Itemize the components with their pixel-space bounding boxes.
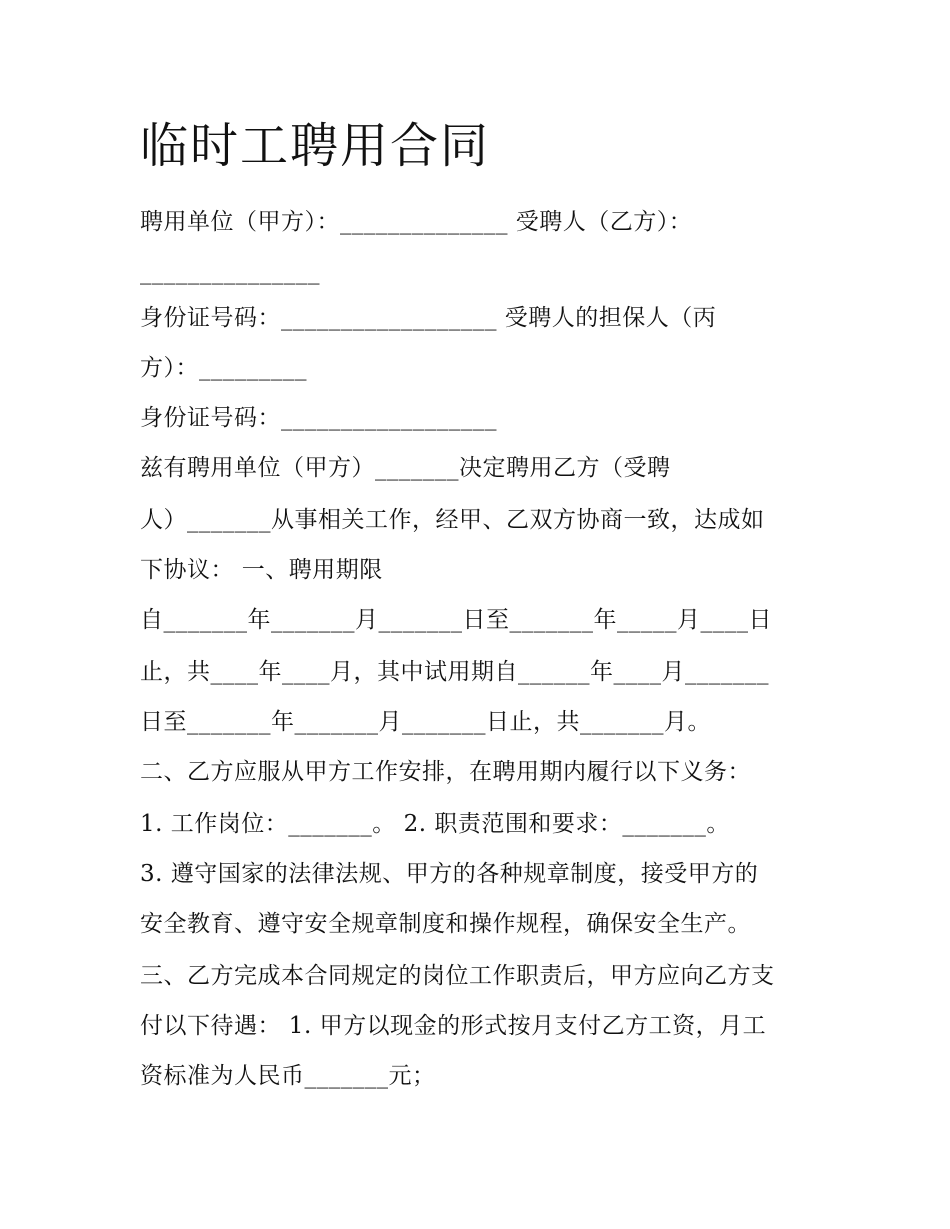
contract-line: 安全教育、遵守安全规章制度和操作规程，确保安全生产。 <box>140 911 751 937</box>
contract-line: _______________ <box>140 259 320 285</box>
contract-line: 方）：_________ <box>140 355 307 381</box>
contract-line: 自_______年_______月_______日至_______年_____月____日 <box>140 607 772 633</box>
contract-line: 付以下待遇： 1. 甲方以现金的形式按月支付乙方工资，月工 <box>140 1013 767 1039</box>
contract-line: 三、乙方完成本合同规定的岗位工作职责后，甲方应向乙方支 <box>140 963 775 989</box>
contract-line: 人）_______从事相关工作，经甲、乙双方协商一致，达成如 <box>140 507 765 533</box>
contract-line: 日至_______年_______月_______日止，共_______月。 <box>140 709 711 735</box>
contract-line: 资标准为人民币_______元； <box>140 1063 436 1089</box>
contract-line: 身份证号码：__________________ 受聘人的担保人（丙 <box>140 305 717 331</box>
contract-line: 1. 工作岗位：_______。 2. 职责范围和要求：_______。 <box>140 811 730 837</box>
contract-line: 身份证号码：__________________ <box>140 405 497 431</box>
contract-line: 兹有聘用单位（甲方）_______决定聘用乙方（受聘 <box>140 455 671 481</box>
document-title: 临时工聘用合同 <box>140 118 491 174</box>
contract-line: 止，共____年____月，其中试用期自______年____月_______ <box>140 659 769 685</box>
contract-line: 下协议： 一、聘用期限 <box>140 557 383 583</box>
contract-line: 聘用单位（甲方）：______________ 受聘人（乙方）： <box>140 209 693 235</box>
contract-line: 二、乙方应服从甲方工作安排，在聘用期内履行以下义务： <box>140 759 751 785</box>
contract-line: 3. 遵守国家的法律法规、甲方的各种规章制度，接受甲方的 <box>140 861 759 887</box>
